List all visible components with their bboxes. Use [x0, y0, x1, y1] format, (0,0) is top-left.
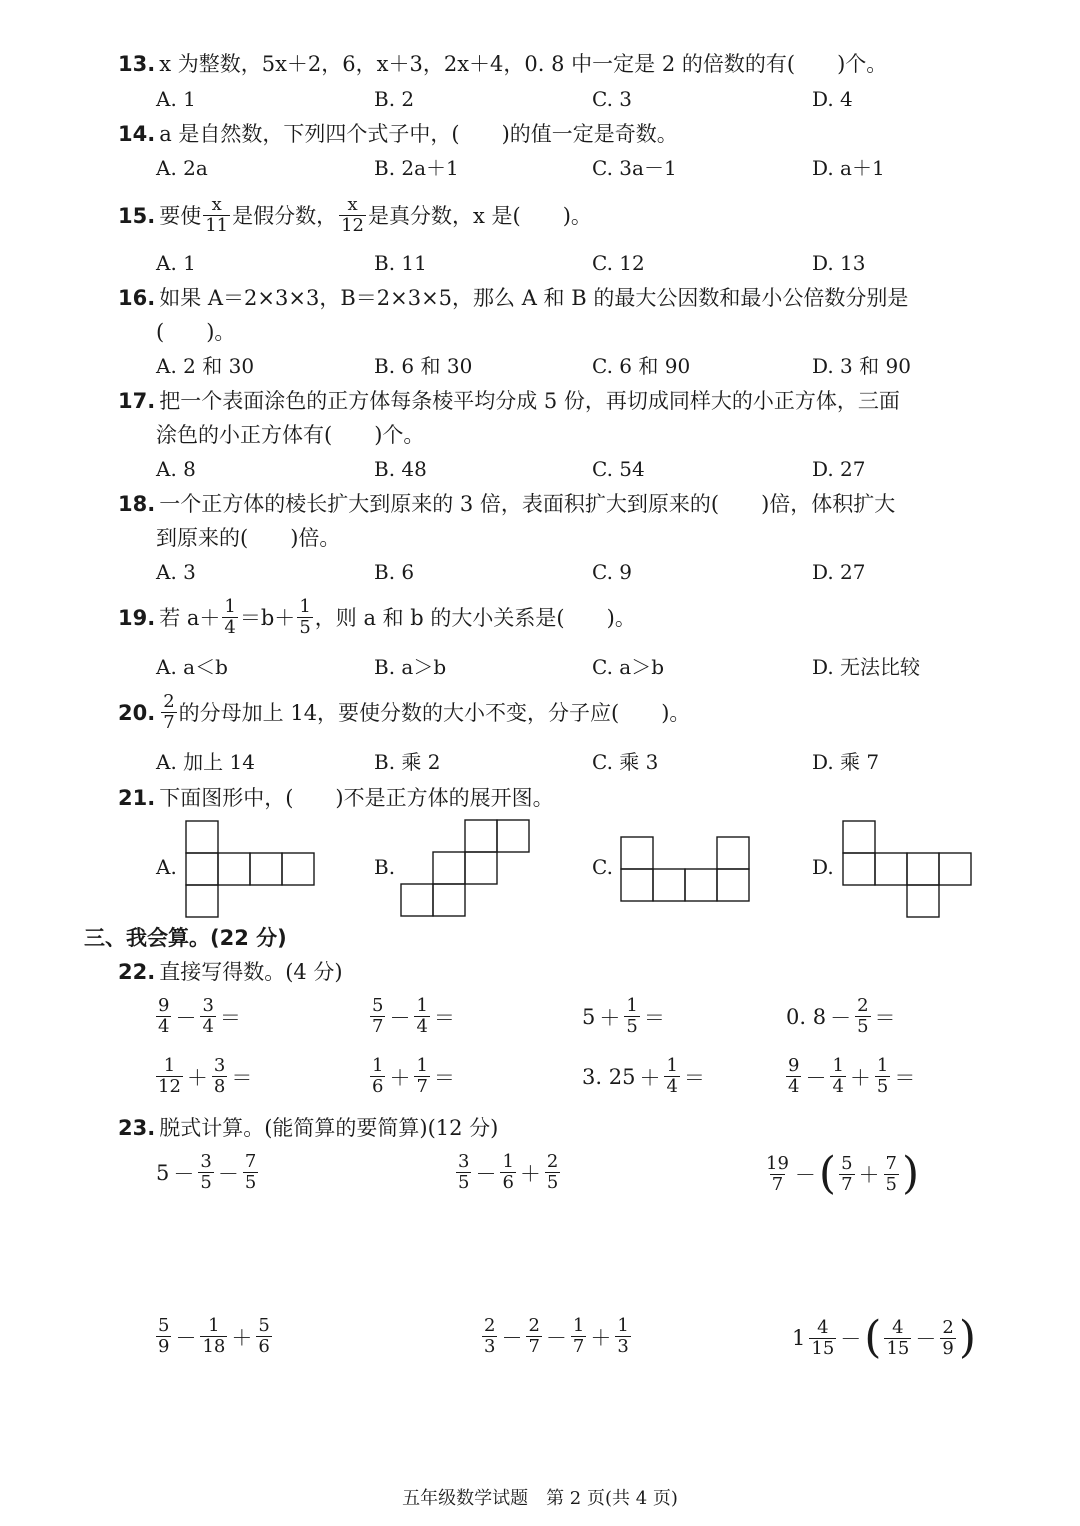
- option-b[interactable]: B. 11: [374, 251, 427, 275]
- question-text: a 是自然数，下列四个式子中，( )的值一定是奇数。: [159, 122, 678, 146]
- question-13: [118, 48, 887, 80]
- cube-net-c[interactable]: [620, 836, 752, 902]
- oral-calc-8: $\frac{9}{4}$ － $\frac{1}{4}$ ＋ $\frac{1}{5}$ ＝: [788, 1055, 916, 1097]
- question-text: x 为整数，5x＋2，6，x＋3，2x＋4，0. 8 中一定是 2 的倍数的有( )个。: [159, 52, 888, 76]
- option-c[interactable]: C. 3: [592, 87, 633, 111]
- option-d[interactable]: D. 3 和 90: [812, 354, 911, 378]
- cube-net-a[interactable]: [185, 820, 317, 918]
- option-d[interactable]: D. 乘 7: [812, 750, 880, 774]
- option-d[interactable]: D. 13: [812, 251, 866, 275]
- question-text-continued: ( )。: [156, 320, 236, 344]
- option-a[interactable]: A. 8: [156, 457, 196, 481]
- option-a[interactable]: A. a＜b: [156, 655, 228, 679]
- question-number: 22.: [118, 960, 156, 984]
- step-calc-3: $\frac{19}{7}$ － ( $\frac{5}{7}$ ＋ $\frac{7}{5}$ ): [766, 1148, 920, 1199]
- oral-calc-6: $\frac{1}{6}$ ＋ $\frac{1}{7}$ ＝: [372, 1055, 455, 1097]
- option-a[interactable]: A. 2a: [156, 156, 208, 180]
- question-number: 17.: [118, 389, 156, 413]
- question-text: 如果 A＝2×3×3，B＝2×3×5，那么 A 和 B 的最大公因数和最小公倍数分别是: [159, 286, 909, 310]
- question-number: 14.: [118, 122, 156, 146]
- option-a[interactable]: A. 3: [156, 560, 196, 584]
- oral-calc-4: 0. 8 － $\frac{2}{5}$ ＝: [786, 995, 896, 1037]
- fraction: $\frac{1}{5}$: [299, 596, 311, 638]
- page-footer: 五年级数学试题 第 2 页(共 4 页): [402, 1488, 678, 1509]
- option-c[interactable]: C. a＞b: [592, 655, 665, 679]
- option-c[interactable]: C. 9: [592, 560, 633, 584]
- question-number: 18.: [118, 492, 156, 516]
- question-18: [118, 488, 895, 520]
- option-a[interactable]: A. 2 和 30: [156, 354, 255, 378]
- option-c[interactable]: C. 6 和 90: [592, 354, 691, 378]
- question-text: 下面图形中，( )不是正方体的展开图。: [159, 786, 554, 810]
- cube-net-d[interactable]: [842, 820, 974, 918]
- step-calc-4: $\frac{5}{9}$ － $\frac{1}{18}$ ＋ $\frac{5}{6}$: [158, 1315, 270, 1357]
- option-c[interactable]: C. 3a－1: [592, 156, 677, 180]
- question-text: 要使: [159, 203, 202, 228]
- question-number: 15.: [118, 203, 156, 228]
- question-text: 若 a＋: [159, 605, 221, 630]
- cube-net-b[interactable]: [400, 819, 532, 917]
- question-number: 21.: [118, 786, 156, 810]
- question-text: ＝b＋: [239, 605, 296, 630]
- step-calc-2: $\frac{3}{5}$ － $\frac{1}{6}$ ＋ $\frac{2}{5}$: [458, 1151, 559, 1193]
- oral-calc-7: 3. 25 ＋ $\frac{1}{4}$ ＝: [582, 1055, 705, 1097]
- option-d[interactable]: D. 27: [812, 457, 866, 481]
- question-text: 脱式计算。(能简算的要简算)(12 分): [159, 1116, 499, 1140]
- option-b[interactable]: B. 48: [374, 457, 427, 481]
- option-b[interactable]: B. 6 和 30: [374, 354, 473, 378]
- fraction: $\frac{x}{11}$: [205, 194, 229, 236]
- question-21: [118, 782, 554, 814]
- option-b[interactable]: B. 2: [374, 87, 415, 111]
- question-17: [118, 385, 900, 417]
- question-text: 的分母加上 14，要使分数的大小不变，分子应( )。: [178, 700, 691, 725]
- question-text: 是假分数，: [232, 203, 338, 228]
- oral-calc-5: $\frac{1}{12}$ ＋ $\frac{3}{8}$ ＝: [158, 1055, 253, 1097]
- question-text-continued: 到原来的( )倍。: [156, 526, 341, 550]
- option-c[interactable]: C. 乘 3: [592, 750, 659, 774]
- option-c[interactable]: C. 12: [592, 251, 645, 275]
- fraction: $\frac{1}{4}$: [224, 596, 236, 638]
- net-label-a[interactable]: A.: [156, 855, 177, 879]
- question-text: 直接写得数。(4 分): [159, 960, 343, 984]
- oral-calc-2: $\frac{5}{7}$ － $\frac{1}{4}$ ＝: [372, 995, 455, 1037]
- question-19: [118, 597, 636, 638]
- net-label-b[interactable]: B.: [374, 855, 396, 879]
- question-14: [118, 118, 678, 150]
- option-d[interactable]: D. a＋1: [812, 156, 885, 180]
- option-a[interactable]: A. 1: [156, 87, 196, 111]
- option-d[interactable]: D. 27: [812, 560, 866, 584]
- fraction: $\frac{x}{12}$: [341, 194, 365, 236]
- step-calc-1: 5 － $\frac{3}{5}$ － $\frac{7}{5}$: [156, 1151, 257, 1193]
- question-22: [118, 956, 343, 988]
- option-b[interactable]: B. 6: [374, 560, 415, 584]
- question-15: [118, 195, 592, 236]
- oral-calc-3: 5 ＋ $\frac{1}{5}$ ＝: [582, 995, 665, 1037]
- question-number: 16.: [118, 286, 156, 310]
- question-20: [118, 692, 690, 733]
- question-number: 19.: [118, 605, 156, 630]
- question-text: 是真分数，x 是( )。: [368, 203, 592, 228]
- step-calc-6: 1 $\frac{4}{15}$ － ( $\frac{4}{15}$ － $\frac{2}{9}$ ): [792, 1312, 976, 1363]
- question-number: 20.: [118, 700, 156, 725]
- step-calc-5: $\frac{2}{3}$ － $\frac{2}{7}$ － $\frac{1}{7}$ ＋ $\frac{1}{3}$: [484, 1315, 629, 1357]
- option-b[interactable]: B. 乘 2: [374, 750, 441, 774]
- question-text: 把一个表面涂色的正方体每条棱平均分成 5 份，再切成同样大的小正方体，三面: [159, 389, 900, 413]
- question-16: [118, 282, 908, 314]
- option-c[interactable]: C. 54: [592, 457, 645, 481]
- section-title: 三、我会算。(22 分): [84, 926, 287, 950]
- option-b[interactable]: B. 2a＋1: [374, 156, 459, 180]
- option-d[interactable]: D. 无法比较: [812, 655, 921, 679]
- fraction: $\frac{2}{7}$: [163, 691, 175, 733]
- net-label-d[interactable]: D.: [812, 855, 834, 879]
- option-d[interactable]: D. 4: [812, 87, 853, 111]
- question-number: 23.: [118, 1116, 156, 1140]
- net-label-c[interactable]: C.: [592, 855, 613, 879]
- option-a[interactable]: A. 加上 14: [156, 750, 255, 774]
- question-text: 一个正方体的棱长扩大到原来的 3 倍，表面积扩大到原来的( )倍，体积扩大: [159, 492, 896, 516]
- question-text-continued: 涂色的小正方体有( )个。: [156, 423, 425, 447]
- oral-calc-1: $\frac{9}{4}$ － $\frac{3}{4}$ ＝: [158, 995, 241, 1037]
- option-a[interactable]: A. 1: [156, 251, 196, 275]
- question-text: ，则 a 和 b 的大小关系是( )。: [314, 605, 636, 630]
- option-b[interactable]: B. a＞b: [374, 655, 447, 679]
- question-number: 13.: [118, 52, 156, 76]
- question-23: [118, 1112, 498, 1144]
